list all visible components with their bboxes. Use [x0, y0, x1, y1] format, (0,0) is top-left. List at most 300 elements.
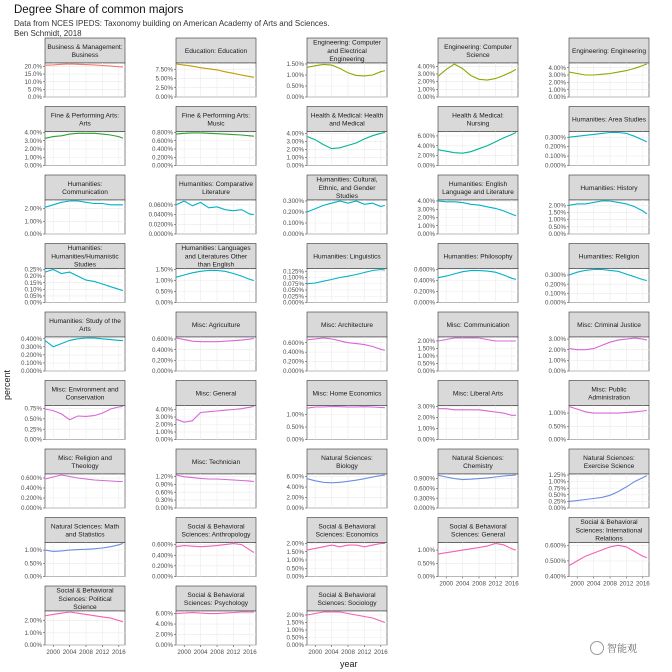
strip-label-line: Misc: Home Economics	[312, 390, 382, 398]
y-tick-label: 0.300%	[21, 343, 42, 351]
y-tick-label: 0.0400%	[148, 211, 173, 219]
x-tick-label: 2016	[373, 649, 388, 656]
x-tick-label: 2012	[488, 580, 503, 588]
facet-panel	[548, 38, 649, 101]
strip-label-line: Studies	[336, 193, 358, 201]
facet-strip-label	[453, 390, 504, 397]
strip-label-line: Sciences: Sociology	[317, 600, 377, 607]
strip-label-line: Literature	[202, 189, 230, 196]
y-tick-label: 1.00%	[548, 86, 566, 94]
facet-panel	[417, 38, 518, 101]
chart-title: Degree Share of common majors	[14, 4, 184, 16]
y-tick-label: 0.200%	[283, 358, 304, 366]
strip-label-line: Humanities:	[67, 180, 103, 188]
facet-strip-label	[62, 181, 108, 196]
y-tick-label: 0.00%	[548, 368, 566, 376]
facet-panel	[548, 175, 649, 238]
y-tick-label: 1.00%	[155, 277, 173, 285]
facet-panel	[286, 107, 387, 170]
strip-label-line: than English	[197, 261, 235, 269]
facet-panel	[283, 244, 387, 307]
facet-strip-label	[196, 390, 237, 397]
strip-label-line: Science	[466, 52, 490, 59]
strip-label-line: Conservation	[65, 394, 105, 402]
x-tick-label: 2000	[570, 580, 585, 588]
strip-label-line: Misc: Environment and	[51, 386, 119, 394]
facet-panel	[24, 381, 125, 444]
facet-panel	[149, 175, 256, 238]
facet-strip-label	[580, 185, 638, 192]
y-tick-label: 0.400%	[152, 552, 173, 560]
y-tick-label: 0.400%	[152, 146, 173, 154]
y-tick-label: 0.50%	[155, 288, 173, 296]
y-tick-label: 0.05%	[24, 292, 42, 300]
y-tick-label: 0.000%	[283, 368, 304, 376]
facet-strip-label	[185, 48, 248, 55]
y-tick-label: 0.60%	[155, 489, 173, 497]
y-tick-label: 2.00%	[24, 617, 42, 625]
strip-label-line: Social & Behavioral	[318, 591, 376, 599]
strip-label-line: Fine & Performing Arts:	[181, 112, 251, 120]
y-tick-label: 0.25%	[24, 426, 42, 434]
facet-panel	[283, 175, 387, 238]
facet-panel	[152, 518, 256, 581]
y-tick-label: 0.100%	[545, 290, 566, 298]
y-tick-label: 0.300%	[283, 198, 304, 206]
y-tick-label: 2.00%	[155, 631, 173, 639]
x-tick-label: 2004	[324, 649, 339, 656]
facet-panel	[24, 518, 125, 581]
y-tick-label: 0.00%	[548, 94, 566, 102]
y-tick-label: 0.00%	[286, 573, 304, 581]
facet-panel	[417, 107, 518, 170]
y-tick-label: 0.000%	[545, 299, 566, 307]
y-tick-label: 1.50%	[286, 619, 304, 627]
watermark-text: 智能观	[607, 644, 637, 655]
facet-strip-label	[321, 322, 373, 329]
y-tick-label: 1.25%	[548, 472, 566, 480]
facet-strip-label	[572, 116, 647, 123]
facet-panel	[155, 586, 257, 656]
plot-area	[176, 132, 256, 166]
y-tick-label: 0.75%	[24, 405, 42, 413]
y-tick-label: 0.50%	[24, 415, 42, 423]
facet-strip-label	[313, 390, 383, 397]
y-tick-label: 0.30%	[155, 497, 173, 505]
facet-strip-label	[588, 386, 630, 401]
x-tick-label: 2008	[79, 649, 93, 656]
facet-panel	[21, 312, 125, 375]
watermark	[590, 640, 637, 655]
y-tick-label: 2.00%	[417, 338, 435, 346]
x-tick-label: 2008	[603, 580, 617, 588]
strip-label-line: Chemistry	[463, 463, 493, 470]
y-tick-label: 0.00%	[24, 436, 42, 444]
plot-area	[176, 543, 256, 577]
strip-label-line: Misc: Liberal Arts	[452, 390, 504, 398]
y-tick-label: 0.000%	[21, 505, 42, 513]
y-tick-label: 1.00%	[548, 216, 566, 224]
plot-area	[45, 611, 125, 645]
y-tick-label: 0.00%	[417, 436, 435, 444]
y-tick-label: 2.00%	[155, 421, 173, 429]
y-tick-label: 0.100%	[21, 360, 42, 368]
strip-label-line: Studies	[74, 261, 96, 269]
x-tick-label: 2016	[635, 580, 650, 588]
facet-panel	[155, 381, 256, 444]
y-tick-label: 4.00%	[548, 64, 566, 72]
y-tick-label: 0.50%	[286, 424, 304, 432]
plot-area	[45, 543, 125, 577]
strip-label-line: and Medical	[329, 120, 365, 128]
y-tick-label: 4.00%	[286, 130, 304, 138]
facet-panel	[24, 38, 125, 101]
strip-label-line: Natural Sciences:	[321, 454, 373, 462]
strip-label-line: Humanities: Study of the	[49, 317, 121, 325]
x-tick-label: 2004	[62, 649, 77, 656]
strip-label-line: Social & Behavioral	[449, 523, 507, 531]
y-tick-label: 0.200%	[152, 562, 173, 570]
y-tick-label: 6.00%	[155, 610, 173, 618]
y-tick-label: 0.75%	[548, 485, 566, 493]
strip-label-line: Social & Behavioral	[187, 591, 245, 599]
y-tick-label: 1.50%	[417, 345, 435, 353]
y-tick-label: 2.00%	[417, 414, 435, 422]
y-tick-label: 1.00%	[286, 154, 304, 162]
y-tick-label: 0.50%	[417, 360, 435, 368]
strip-label-line: Humanities: Religion	[578, 253, 640, 261]
facet-panel	[545, 244, 649, 307]
y-tick-label: 0.600%	[152, 336, 173, 344]
facet-strip-label	[577, 322, 641, 329]
y-tick-label: 1.00%	[24, 154, 42, 162]
x-tick-label: 2000	[177, 649, 192, 656]
y-tick-label: 2.00%	[548, 79, 566, 87]
x-tick-label: 2012	[226, 649, 241, 656]
y-tick-label: 0.00%	[24, 299, 42, 307]
strip-label-line: Humanities:	[67, 245, 103, 253]
y-tick-label: 0.50%	[548, 423, 566, 431]
y-tick-label: 0.0%	[27, 94, 42, 102]
y-tick-label: 4.00%	[286, 484, 304, 492]
facet-panel	[155, 38, 256, 101]
y-tick-label: 0.00%	[155, 299, 173, 307]
x-tick-label: 2008	[210, 649, 224, 656]
strip-label-line: Communication	[62, 189, 108, 196]
strip-label-line: Social & Behavioral	[56, 587, 114, 595]
y-tick-label: 0.00%	[286, 436, 304, 444]
y-tick-label: 6.00%	[417, 133, 435, 141]
x-tick-label: 2000	[439, 580, 454, 588]
y-tick-label: 0.400%	[152, 346, 173, 354]
y-tick-label: 0.00%	[155, 642, 173, 650]
strip-label-line: Ethnic, and Gender	[318, 184, 376, 192]
y-tick-label: 2.00%	[286, 612, 304, 620]
y-tick-label: 0.00%	[24, 573, 42, 581]
facet-strip-label	[184, 592, 249, 607]
facet-panel	[417, 381, 518, 444]
y-tick-label: 0.000%	[545, 162, 566, 170]
facet-strip-label	[182, 523, 252, 538]
facet-strip-label	[313, 253, 381, 260]
strip-label-line: Arts	[79, 120, 91, 128]
y-tick-label: 0.600%	[283, 339, 304, 347]
y-tick-label: 1.00%	[286, 411, 304, 419]
y-tick-label: 1.00%	[286, 627, 304, 635]
y-tick-label: 0.15%	[24, 279, 42, 287]
facet-panel	[417, 518, 519, 588]
strip-label-line: Engineering: Computer	[444, 43, 512, 51]
facet-panel	[24, 244, 125, 307]
y-tick-label: 1.00%	[417, 547, 435, 555]
y-tick-label: 0.400%	[414, 277, 435, 285]
strip-label-line: Misc: General	[195, 390, 237, 398]
y-tick-label: 2.00%	[417, 152, 435, 160]
facet-panel	[152, 107, 256, 170]
y-tick-label: 2.00%	[548, 202, 566, 210]
y-tick-label: 2.00%	[286, 146, 304, 154]
y-tick-label: 0.800%	[152, 129, 173, 137]
strip-label-line: Sciences: Economics	[315, 531, 379, 539]
strip-label-line: Business	[71, 52, 99, 59]
y-tick-label: 3.00%	[24, 137, 42, 145]
plot-area	[307, 132, 387, 166]
facet-strip-label	[579, 253, 640, 260]
y-tick-label: 6.00%	[286, 473, 304, 481]
plot-area	[307, 200, 387, 234]
x-tick-label: 2004	[586, 580, 601, 588]
facet-panel	[152, 312, 256, 375]
facet-panel	[24, 107, 125, 170]
strip-label-line: Social & Behavioral	[187, 523, 245, 531]
facet-panel	[24, 586, 126, 656]
y-tick-label: 0.600%	[414, 266, 435, 274]
strip-label-line: Humanities: Philosophy	[443, 253, 513, 261]
facet-panel	[155, 244, 256, 307]
y-tick-label: 0.25%	[548, 498, 566, 506]
y-tick-label: 0.00%	[286, 94, 304, 102]
y-tick-label: 4.00%	[24, 129, 42, 137]
strip-label-line: Sciences: International	[575, 527, 643, 535]
y-tick-label: 0.200%	[21, 495, 42, 503]
y-tick-label: 0.00%	[286, 642, 304, 650]
facet-panel	[548, 312, 649, 375]
facet-strip-label	[446, 322, 509, 329]
wechat-icon	[590, 641, 604, 655]
y-tick-label: 0.125%	[283, 268, 304, 276]
strip-label-line: Exercise Science	[583, 463, 635, 470]
y-tick-label: 0.90%	[155, 481, 173, 489]
y-tick-label: 0.400%	[21, 335, 42, 343]
y-tick-label: 0.200%	[152, 357, 173, 365]
y-tick-label: 0.400%	[21, 485, 42, 493]
y-tick-label: 0.50%	[548, 491, 566, 499]
facet-strip-label	[444, 253, 514, 260]
y-tick-label: 7.50%	[155, 66, 173, 74]
y-tick-label: 0.000%	[152, 162, 173, 170]
facet-strip-label	[442, 181, 514, 196]
facet-strip-label	[317, 592, 377, 607]
plot-area	[569, 269, 649, 303]
y-tick-label: 0.00%	[155, 505, 173, 513]
y-tick-label: 0.00%	[24, 162, 42, 170]
y-tick-label: 0.300%	[414, 495, 435, 503]
y-tick-label: 0.300%	[545, 272, 566, 280]
y-tick-label: 0.25%	[24, 266, 42, 274]
strip-label-line: Theology	[71, 463, 99, 470]
strip-label-line: Sciences: General	[451, 531, 505, 539]
subtitle-line: Ben Schmidt, 2018	[14, 28, 82, 38]
y-tick-label: 4.00%	[155, 621, 173, 629]
y-tick-label: 2.00%	[24, 146, 42, 154]
facet-strip-label	[572, 48, 646, 55]
strip-label-line: and Electrical	[327, 47, 367, 55]
y-tick-label: 0.200%	[545, 143, 566, 151]
strip-label-line: Social & Behavioral	[318, 523, 376, 531]
strip-label-line: Sciences: Psychology	[183, 600, 249, 607]
y-tick-label: 0.900%	[414, 475, 435, 483]
y-tick-label: 5.00%	[155, 75, 173, 83]
y-tick-label: 1.00%	[548, 357, 566, 365]
strip-label-line: Arts	[79, 326, 91, 333]
strip-label-line: Fine & Performing Arts:	[50, 112, 120, 120]
strip-label-line: Health & Medical: Health	[310, 112, 384, 120]
facet-panel	[286, 586, 388, 656]
strip-label-line: Social & Behavioral	[580, 519, 638, 527]
x-tick-label: 2008	[341, 649, 355, 656]
y-tick-label: 0.00%	[417, 231, 435, 239]
plot-area	[438, 63, 518, 97]
y-tick-label: 0.00%	[417, 162, 435, 170]
facet-panel	[417, 312, 518, 375]
x-tick-label: 2016	[111, 649, 126, 656]
y-tick-label: 2.00%	[286, 540, 304, 548]
plot-area	[307, 611, 387, 645]
y-tick-label: 0.00%	[24, 231, 42, 239]
y-tick-label: 0.50%	[417, 560, 435, 568]
y-tick-label: 1.00%	[24, 547, 42, 555]
facet-strip-label	[449, 523, 507, 538]
strip-label-line: Misc: Communication	[446, 321, 510, 329]
y-tick-label: 2.00%	[417, 214, 435, 222]
y-tick-label: 0.50%	[286, 565, 304, 573]
facet-panel	[286, 518, 387, 581]
y-tick-label: 1.00%	[24, 629, 42, 637]
strip-label-line: Administration	[588, 394, 630, 402]
y-tick-label: 3.00%	[155, 414, 173, 422]
y-tick-label: 4.00%	[417, 63, 435, 71]
y-tick-label: 0.00%	[548, 436, 566, 444]
facet-panel	[414, 449, 518, 512]
y-tick-label: 1.00%	[417, 425, 435, 433]
y-tick-label: 4.00%	[155, 406, 173, 414]
y-tick-label: 0.200%	[545, 281, 566, 289]
strip-label-line: Misc: Religion and	[58, 454, 112, 462]
strip-label-line: Sciences: Anthropology	[181, 531, 251, 539]
strip-label-line: Humanities: Linguistics	[313, 253, 381, 261]
plot-area	[569, 474, 649, 508]
x-tick-label: 2012	[357, 649, 372, 656]
y-axis-label: percent	[2, 369, 13, 401]
x-axis-label: year	[340, 659, 358, 669]
strip-label-line: Health & Medical:	[452, 112, 504, 120]
plot-area	[438, 269, 518, 303]
facet-panel	[414, 244, 518, 307]
strip-label-line: Humanities: Cultural,	[316, 176, 378, 184]
facet-panel	[155, 449, 256, 512]
strip-label-line: Engineering	[329, 56, 365, 64]
plot-area	[45, 337, 125, 371]
strip-label-line: Misc: Criminal Justice	[577, 321, 641, 329]
x-tick-label: 2008	[472, 580, 486, 588]
y-tick-label: 1.00%	[286, 72, 304, 80]
x-tick-label: 2000	[308, 649, 323, 656]
y-tick-label: 0.000%	[414, 505, 435, 513]
y-tick-label: 0.00%	[417, 573, 435, 581]
strip-label-line: Natural Sciences:	[452, 454, 504, 462]
y-tick-label: 0.00%	[286, 505, 304, 513]
y-tick-label: 0.000%	[152, 573, 173, 581]
y-tick-label: 0.000%	[21, 368, 42, 376]
y-tick-label: 3.00%	[548, 72, 566, 80]
strip-label-line: Sciences: Political	[58, 595, 112, 603]
y-tick-label: 0.00%	[548, 505, 566, 513]
strip-label-line: Misc: Public	[591, 386, 627, 394]
y-tick-label: 3.00%	[286, 138, 304, 146]
y-tick-label: 3.00%	[417, 403, 435, 411]
y-tick-label: 0.50%	[548, 223, 566, 231]
facet-strip-label	[583, 455, 635, 470]
y-tick-label: 0.50%	[286, 83, 304, 91]
x-tick-label: 2016	[242, 649, 257, 656]
y-tick-label: 0.10%	[24, 286, 42, 294]
y-tick-label: 0.000%	[414, 299, 435, 307]
y-tick-label: 0.400%	[283, 349, 304, 357]
facet-strip-label	[192, 459, 241, 466]
y-tick-label: 0.00%	[155, 436, 173, 444]
facet-panel	[545, 518, 650, 588]
plot-area	[569, 132, 649, 166]
y-tick-label: 2.00%	[417, 78, 435, 86]
y-tick-label: 1.00%	[286, 557, 304, 565]
y-tick-label: 0.300%	[545, 134, 566, 142]
y-tick-label: 0.100%	[545, 153, 566, 161]
plot-area	[176, 63, 256, 97]
x-tick-label: 2012	[95, 649, 110, 656]
x-tick-label: 2004	[455, 580, 470, 588]
facet-panel	[545, 107, 649, 170]
y-tick-label: 0.000%	[283, 299, 304, 307]
y-tick-label: 2.50%	[155, 84, 173, 92]
y-tick-label: 15.0%	[24, 71, 42, 79]
strip-label-line: and Literatures Other	[184, 253, 248, 261]
y-tick-label: 0.00%	[286, 162, 304, 170]
y-tick-label: 0.100%	[283, 220, 304, 228]
y-tick-label: 3.00%	[548, 336, 566, 344]
y-tick-label: 1.00%	[548, 410, 566, 418]
y-tick-label: 0.50%	[286, 634, 304, 642]
facet-panel	[548, 381, 649, 444]
strip-label-line: Natural Sciences:	[583, 454, 635, 462]
strip-label-line: Business & Management:	[47, 43, 123, 51]
plot-area	[176, 611, 256, 645]
strip-label-line: Science	[73, 604, 97, 612]
y-tick-label: 1.00%	[155, 429, 173, 437]
y-tick-label: 3.00%	[417, 206, 435, 214]
strip-label-line: Humanities: Area Studies	[571, 116, 647, 124]
x-tick-label: 2012	[619, 580, 634, 588]
y-tick-label: 0.600%	[414, 485, 435, 493]
